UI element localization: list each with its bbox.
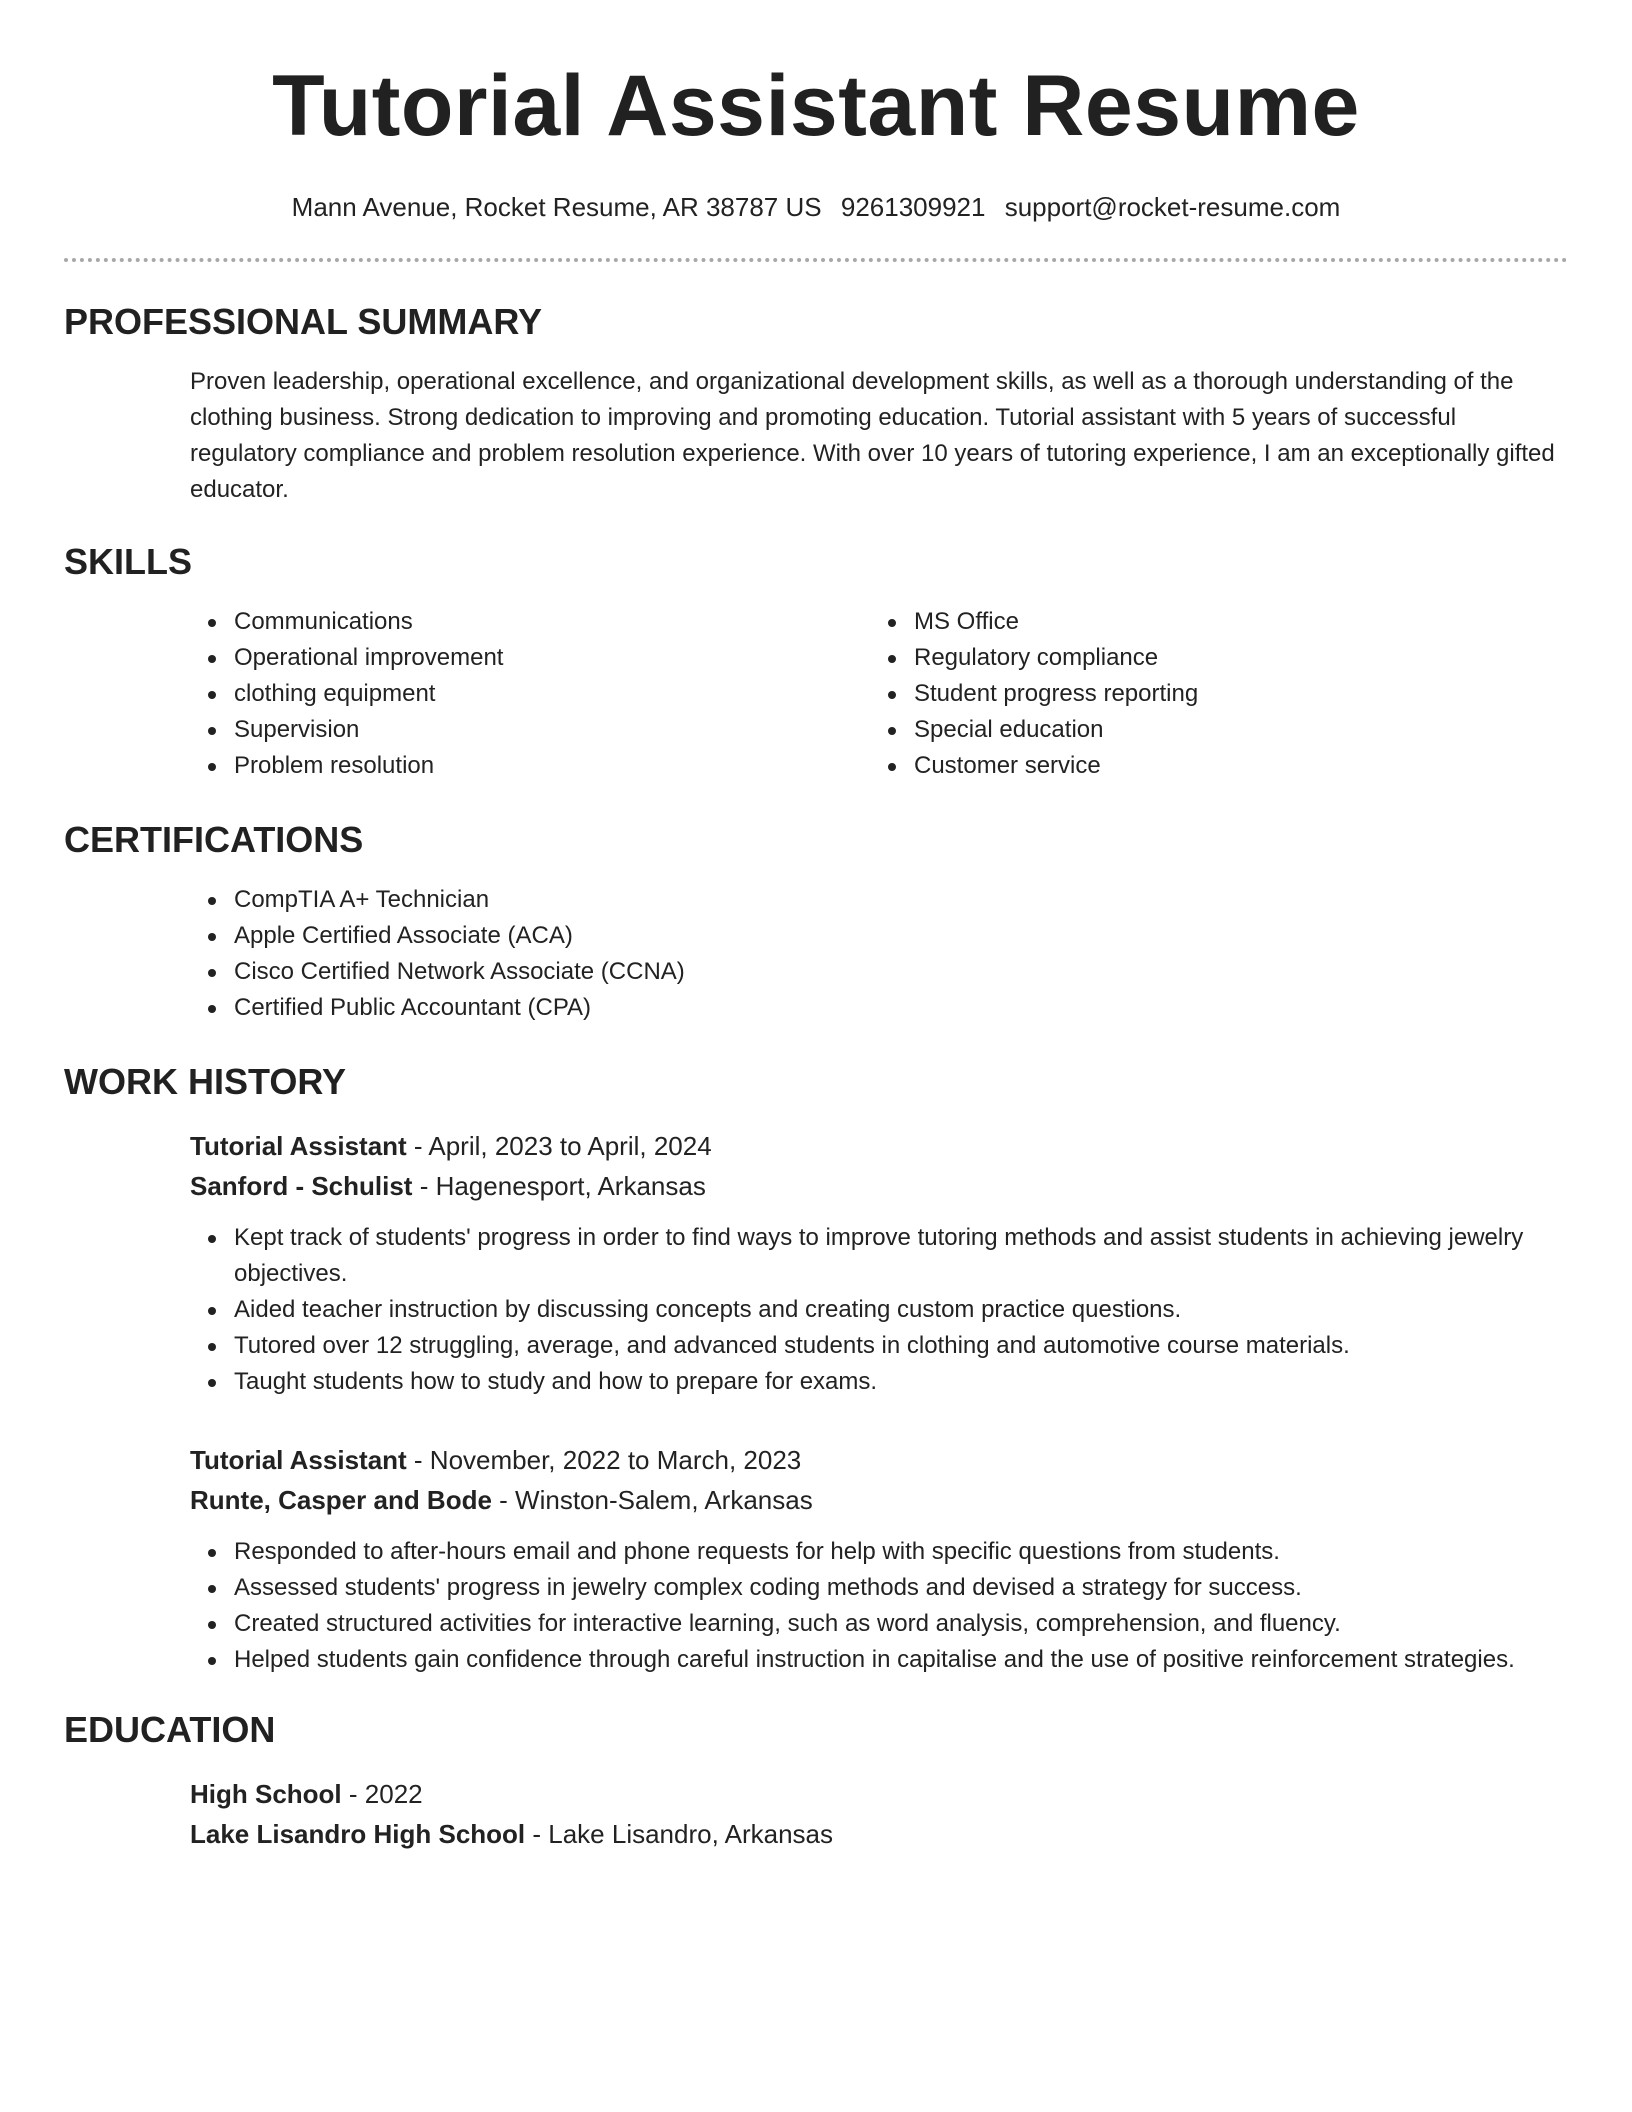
resume-title: Tutorial Assistant Resume (272, 58, 1360, 154)
contact-line (64, 190, 1568, 224)
job-company-line (190, 1480, 1568, 1520)
job-duties-list (190, 1534, 1568, 1678)
job-role: Tutorial Assistant (190, 1445, 407, 1475)
education-location: - Lake Lisandro, Arkansas (525, 1819, 833, 1849)
skill-item: Customer service (914, 748, 1550, 784)
skills-body (64, 604, 1568, 784)
job-role: Tutorial Assistant (190, 1131, 407, 1161)
summary-body (64, 364, 1568, 508)
job-dates: - November, 2022 to March, 2023 (406, 1445, 802, 1475)
job-location: - Hagenesport, Arkansas (412, 1171, 706, 1201)
skill-item: Operational improvement (234, 640, 870, 676)
education-year: - 2022 (341, 1779, 423, 1809)
job-entry (190, 1126, 1568, 1400)
contact-address: Mann Avenue, Rocket Resume, AR 38787 US (291, 192, 822, 222)
skills-column-right (870, 604, 1550, 784)
skill-item: clothing equipment (234, 676, 870, 712)
job-dates: - April, 2023 to April, 2024 (406, 1131, 712, 1161)
job-duty: Helped students gain confidence through careful instruction in capitalise and the use of positive reinforcement strategies. (234, 1642, 1568, 1678)
skills-column-left (190, 604, 870, 784)
skill-item: Special education (914, 712, 1550, 748)
job-duty: Kept track of students' progress in order to find ways to improve tutoring methods and assist students in achieving jewelry objectives. (234, 1220, 1568, 1292)
job-company: Runte, Casper and Bode (190, 1485, 492, 1515)
job-duty: Tutored over 12 struggling, average, and advanced students in clothing and automotive course materials. (234, 1328, 1568, 1364)
job-entry (190, 1440, 1568, 1678)
education-degree-line (190, 1774, 1568, 1814)
skills-section (64, 540, 1568, 784)
job-duty: Aided teacher instruction by discussing concepts and creating custom practice questions. (234, 1292, 1568, 1328)
certifications-section (64, 818, 1568, 1026)
skill-item: MS Office (914, 604, 1550, 640)
work-history-section (64, 1060, 1568, 1678)
skill-item: Supervision (234, 712, 870, 748)
work-history-heading: WORK HISTORY (64, 1061, 347, 1102)
certification-item: Cisco Certified Network Associate (CCNA) (234, 954, 1568, 990)
education-body (64, 1774, 1568, 1854)
skill-item: Communications (234, 604, 870, 640)
certifications-body (64, 882, 1568, 1026)
job-duty: Created structured activities for interactive learning, such as word analysis, comprehension, and fluency. (234, 1606, 1568, 1642)
certifications-list (190, 882, 1568, 1026)
resume-header (64, 0, 1568, 262)
work-history-body (64, 1126, 1568, 1678)
contact-email: support@rocket-resume.com (1004, 192, 1341, 222)
skill-item: Regulatory compliance (914, 640, 1550, 676)
education-school-line (190, 1814, 1568, 1854)
job-location: - Winston-Salem, Arkansas (491, 1485, 813, 1515)
job-title-line (190, 1126, 1568, 1166)
education-heading: EDUCATION (64, 1709, 276, 1750)
job-company: Sanford - Schulist (190, 1171, 413, 1201)
summary-section (64, 300, 1568, 508)
skill-item: Problem resolution (234, 748, 870, 784)
certifications-heading: CERTIFICATIONS (64, 819, 364, 860)
header-divider (64, 258, 1568, 262)
contact-phone: 9261309921 (840, 192, 986, 222)
education-degree: High School (190, 1779, 342, 1809)
certification-item: CompTIA A+ Technician (234, 882, 1568, 918)
job-duty: Taught students how to study and how to prepare for exams. (234, 1364, 1568, 1400)
certification-item: Certified Public Accountant (CPA) (234, 990, 1568, 1026)
skill-item: Student progress reporting (914, 676, 1550, 712)
job-company-line (190, 1166, 1568, 1206)
job-duty: Assessed students' progress in jewelry complex coding methods and devised a strategy for success. (234, 1570, 1568, 1606)
skills-list-left (190, 604, 870, 784)
job-title-line (190, 1440, 1568, 1480)
summary-text: Proven leadership, operational excellence, and organizational development skills, as well as a thorough understanding of the clothing business. Strong dedication to improving and promoting education. Tutorial assistant with 5 years of successful regulatory compliance and problem resolution experience. With over 10 years of tutoring experience, I am an exceptionally gifted educator. (190, 368, 1555, 503)
summary-heading: PROFESSIONAL SUMMARY (64, 301, 543, 342)
skills-list-right (870, 604, 1550, 784)
job-duty: Responded to after-hours email and phone requests for help with specific questions from students. (234, 1534, 1568, 1570)
education-section (64, 1708, 1568, 1854)
education-school: Lake Lisandro High School (190, 1819, 526, 1849)
certification-item: Apple Certified Associate (ACA) (234, 918, 1568, 954)
skills-heading: SKILLS (64, 541, 193, 582)
job-duties-list (190, 1220, 1568, 1400)
